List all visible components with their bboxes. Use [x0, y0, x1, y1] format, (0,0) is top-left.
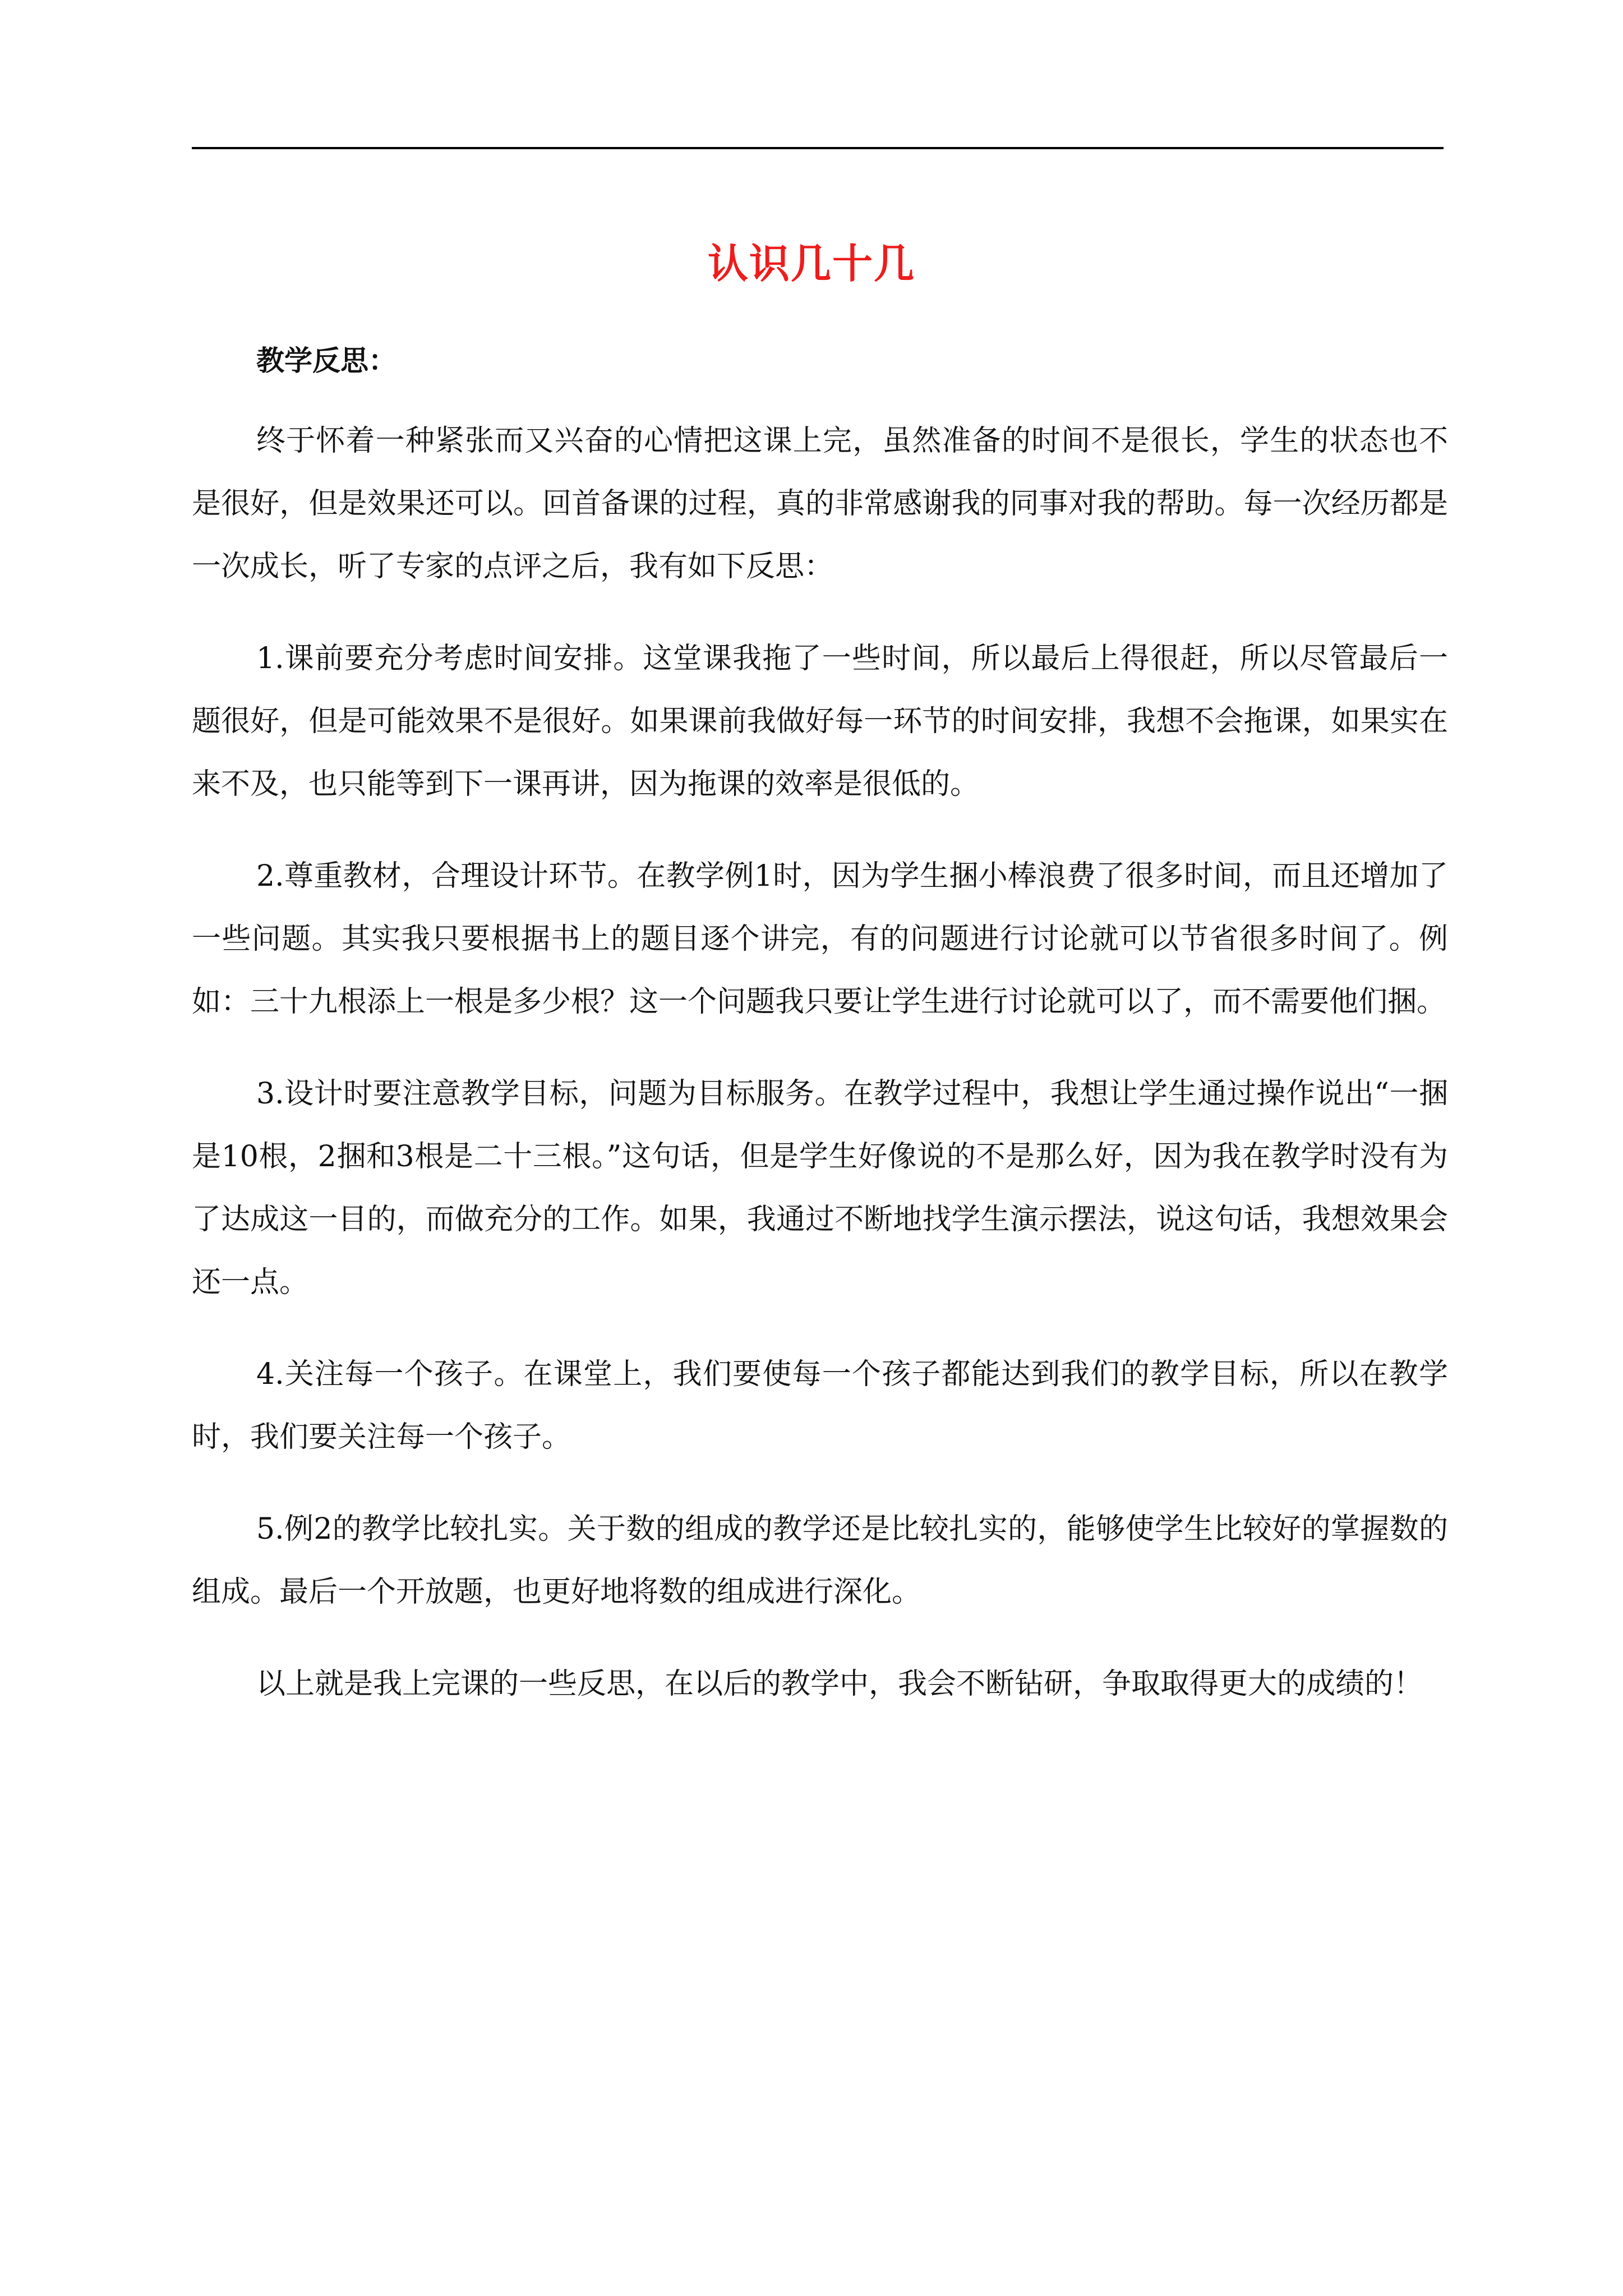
- paragraph-point-3: 3.设计时要注意教学目标，问题为目标服务。在教学过程中，我想让学生通过操作说出“一捆是10根，2捆和3根是二十三根。”这句话，但是学生好像说的不是那么好，因为我在教学时没有为了达成这一目的，而做充分的工作。如果，我通过不断地找学生演示摆法，说这句话，我想效果会还一点。: [192, 1077, 1448, 1299]
- document-body: [192, 409, 1448, 1745]
- section-heading: 教学反思：: [256, 344, 396, 377]
- paragraph-point-5: 5.例2的教学比较扎实。关于数的组成的教学还是比较扎实的，能够使学生比较好的掌握数的组成。最后一个开放题，也更好地将数的组成进行深化。: [192, 1512, 1448, 1609]
- header-rule: [192, 147, 1444, 149]
- paragraph-point-1: 1.课前要充分考虑时间安排。这堂课我拖了一些时间，所以最后上得很赶，所以尽管最后一题很好，但是可能效果不是很好。如果课前我做好每一环节的时间安排，我想不会拖课，如果实在来不及，也只能等到下一课再讲，因为拖课的效率是很低的。: [192, 642, 1448, 801]
- document-title: 认识几十几: [707, 240, 915, 287]
- paragraph-point-4: 4.关注每一个孩子。在课堂上，我们要使每一个孩子都能达到我们的教学目标，所以在教学时，我们要关注每一个孩子。: [192, 1358, 1448, 1454]
- paragraph-intro: 终于怀着一种紧张而又兴奋的心情把这课上完，虽然准备的时间不是很长，学生的状态也不是很好，但是效果还可以。回首备课的过程，真的非常感谢我的同事对我的帮助。每一次经历都是一次成长，听了专家的点评之后，我有如下反思：: [192, 424, 1448, 583]
- paragraph-conclusion: 以上就是我上完课的一些反思，在以后的教学中，我会不断钻研，争取取得更大的成绩的！: [256, 1667, 1423, 1701]
- paragraph-point-2: 2.尊重教材，合理设计环节。在教学例1时，因为学生捆小棒浪费了很多时间，而且还增加了一些问题。其实我只要根据书上的题目逐个讲完，有的问题进行讨论就可以节省很多时间了。例如：三十九根添上一根是多少根？这一个问题我只要让学生进行讨论就可以了，而不需要他们捆。: [192, 859, 1448, 1019]
